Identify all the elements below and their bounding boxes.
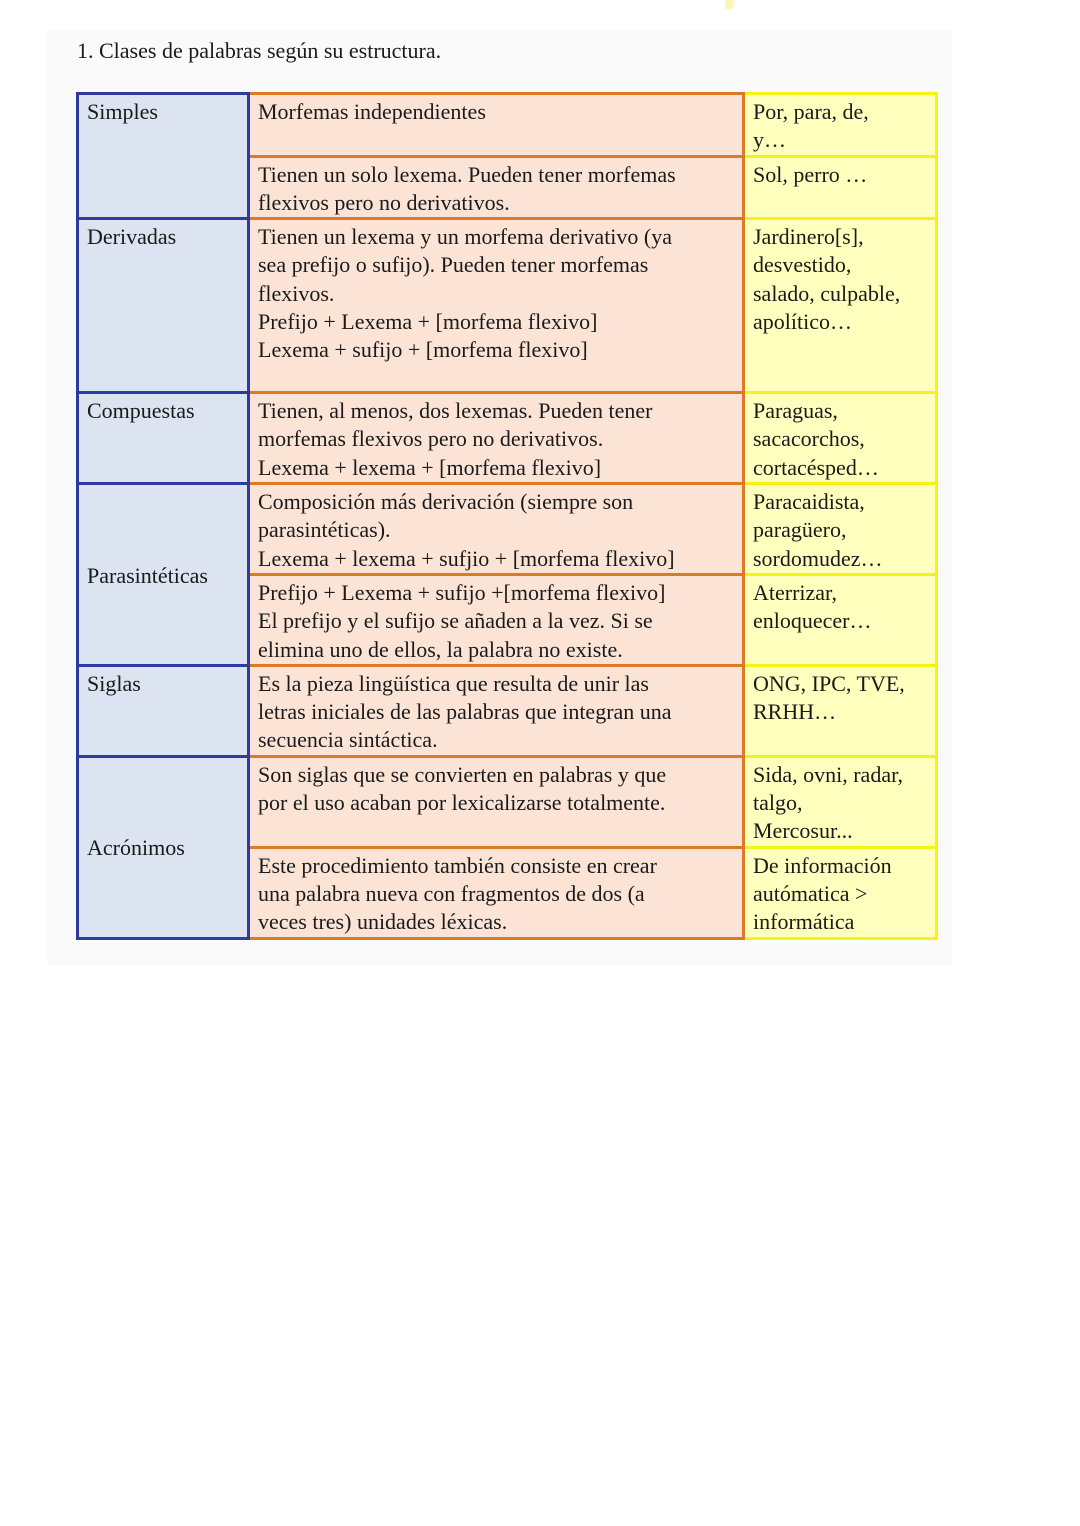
description-cell bbox=[249, 847, 744, 938]
cell-text-line: elimina uno de ellos, la palabra no existe. bbox=[258, 636, 623, 662]
cell-text-line: ONG, IPC, TVE, bbox=[753, 670, 905, 696]
cell-text-line: Lexema + lexema + sufjio + [morfema flexivo] bbox=[258, 545, 675, 571]
cell-text-line: por el uso acaban por lexicalizarse totalmente. bbox=[258, 790, 666, 816]
cell-text-line: enloquecer… bbox=[753, 608, 872, 634]
description-cell bbox=[249, 665, 744, 756]
cell-text-line: Jardinero[s], bbox=[753, 224, 864, 250]
cell-text-line: Paraguas, bbox=[753, 398, 838, 424]
cell-text-line: flexivos pero no derivativos. bbox=[258, 189, 510, 215]
top-highlight-mark bbox=[725, 0, 733, 9]
example-cell bbox=[744, 574, 937, 665]
category-acronimos: Acrónimos bbox=[78, 756, 249, 938]
cell-text-line: morfemas flexivos pero no derivativos. bbox=[258, 426, 604, 452]
cell-text-line: salado, culpable, bbox=[753, 280, 901, 306]
cell-text-line: Prefijo + Lexema + [morfema flexivo] bbox=[258, 309, 598, 335]
cell-text-line: El prefijo y el sufijo se añaden a la vez. Si se bbox=[258, 608, 653, 634]
category-parasinteticas: Parasintéticas bbox=[78, 484, 249, 666]
cell-text-line: Lexema + lexema + [morfema flexivo] bbox=[258, 454, 602, 480]
example-cell bbox=[744, 665, 937, 756]
cell-text-line: letras iniciales de las palabras que integran una bbox=[258, 699, 672, 725]
section-heading: 1. Clases de palabras según su estructura. bbox=[77, 38, 442, 63]
cell-text-line: Paracaidista, bbox=[753, 489, 865, 515]
cell-text-line: RRHH… bbox=[753, 699, 837, 725]
cell-text-line: Tienen, al menos, dos lexemas. Pueden tener bbox=[258, 398, 653, 424]
cell-text-line: Tienen un solo lexema. Pueden tener morfemas bbox=[258, 161, 676, 187]
cell-text-line: Composición más derivación (siempre son bbox=[258, 489, 634, 515]
cell-text-line: De información bbox=[753, 852, 892, 878]
table-row-parasinteticas-1 bbox=[78, 484, 937, 575]
example-cell bbox=[744, 756, 937, 847]
cell-text-line: desvestido, bbox=[753, 252, 852, 278]
cell-text-line: cortacésped… bbox=[753, 454, 879, 480]
category-compuestas: Compuestas bbox=[78, 393, 249, 484]
cell-text-line: Por, para, de, bbox=[753, 99, 869, 124]
description-cell bbox=[249, 756, 744, 847]
cell-text-line: sea prefijo o sufijo). Pueden tener morfemas bbox=[258, 252, 649, 278]
description-cell bbox=[249, 574, 744, 665]
cell-text-line: y… bbox=[753, 127, 786, 153]
cell-text-line: Sida, ovni, radar, bbox=[753, 761, 904, 787]
cell-text-line: informática bbox=[753, 909, 855, 935]
cell-text-line: sacacorchos, bbox=[753, 426, 865, 452]
category-derivadas: Derivadas bbox=[78, 219, 249, 393]
category-siglas: Siglas bbox=[78, 665, 249, 756]
description-cell bbox=[249, 94, 744, 157]
table-row-simples-1 bbox=[78, 94, 937, 157]
table-row-derivadas bbox=[78, 219, 937, 393]
cell-text-line: talgo, bbox=[753, 790, 803, 816]
table-row-compuestas bbox=[78, 393, 937, 484]
cell-text-line: Prefijo + Lexema + sufijo +[morfema flexivo] bbox=[258, 579, 666, 605]
cell-text-line: flexivos. bbox=[258, 280, 335, 306]
example-cell bbox=[744, 847, 937, 938]
cell-text-line: sordomudez… bbox=[753, 545, 883, 571]
example-cell bbox=[744, 484, 937, 575]
cell-text-line: Morfemas independientes bbox=[258, 99, 486, 124]
cell-text-line: Aterrizar, bbox=[753, 579, 838, 605]
cell-text-line: veces tres) unidades léxicas. bbox=[258, 909, 508, 935]
category-simples: Simples bbox=[78, 94, 249, 219]
cell-text-line: secuencia sintáctica. bbox=[258, 727, 438, 753]
description-cell bbox=[249, 219, 744, 393]
table-row-acronimos-1 bbox=[78, 756, 937, 847]
example-cell bbox=[744, 393, 937, 484]
example-cell bbox=[744, 156, 937, 219]
word-classes-table bbox=[76, 92, 938, 940]
cell-text-line: Sol, perro … bbox=[753, 161, 868, 187]
description-cell bbox=[249, 156, 744, 219]
cell-text-line: Mercosur... bbox=[753, 818, 853, 844]
example-cell bbox=[744, 219, 937, 393]
table-row-siglas bbox=[78, 665, 937, 756]
cell-text-line: autómatica > bbox=[753, 880, 868, 906]
cell-text-line: parasintéticas). bbox=[258, 517, 391, 543]
cell-text-line: apolítico… bbox=[753, 309, 852, 335]
cell-text-line: Este procedimiento también consiste en crear bbox=[258, 852, 657, 878]
cell-text-line: Lexema + sufijo + [morfema flexivo] bbox=[258, 337, 588, 363]
cell-text-line: una palabra nueva con fragmentos de dos (a bbox=[258, 880, 645, 906]
example-cell bbox=[744, 94, 937, 157]
description-cell bbox=[249, 393, 744, 484]
cell-text-line: paragüero, bbox=[753, 517, 847, 543]
cell-text-line: Es la pieza lingüística que resulta de unir las bbox=[258, 670, 649, 696]
cell-text-line: Son siglas que se convierten en palabras y que bbox=[258, 761, 667, 787]
cell-text-line: Tienen un lexema y un morfema derivativo (ya bbox=[258, 224, 673, 250]
description-cell bbox=[249, 484, 744, 575]
